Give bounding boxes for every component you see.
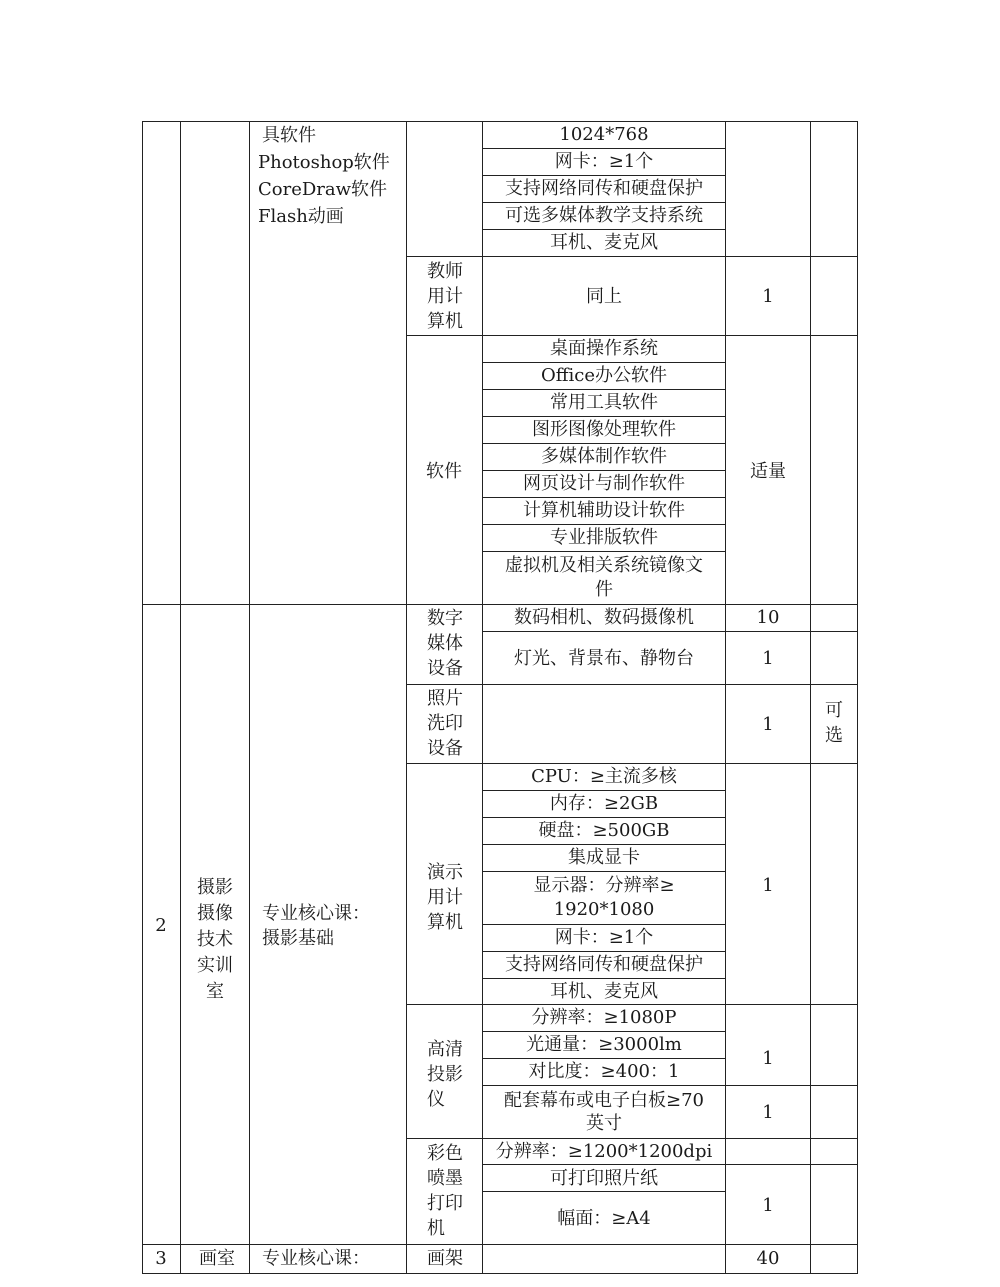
row-line-photo-print [406, 684, 858, 685]
spec-cell: 网卡：≥1个 [554, 151, 654, 172]
col-border-index [180, 121, 181, 1274]
item-name-software: 软件 [426, 461, 462, 482]
item-name-digital-media: 设备 [427, 658, 463, 679]
course-name: 专业核心课： [262, 1248, 370, 1269]
spec-line [482, 978, 726, 979]
spec-cell: 配套幕布或电子白板≥70 [504, 1090, 704, 1111]
spec-line [482, 1191, 726, 1192]
spec-line [482, 229, 726, 230]
row-line-qty-sep [725, 1164, 858, 1165]
spec-line [482, 470, 726, 471]
spec-cell: 常用工具软件 [550, 392, 658, 413]
qty-cell: 10 [756, 607, 780, 628]
row-line-printer [406, 1138, 858, 1139]
item-name-printer: 机 [427, 1218, 445, 1239]
row-line-demo-pc [406, 763, 858, 764]
qty-cell: 1 [762, 286, 774, 307]
spec-cell: 集成显卡 [568, 847, 640, 868]
spec-cell: 多媒体制作软件 [541, 446, 667, 467]
spec-line [482, 362, 726, 363]
item-name-demo-pc: 算机 [427, 912, 463, 933]
spec-cell: 对比度：≥400：1 [528, 1061, 680, 1082]
qty-cell: 1 [762, 1195, 774, 1216]
row-index: 2 [155, 915, 167, 936]
item-name-projector: 投影 [427, 1064, 463, 1085]
row-line-lighting [482, 631, 858, 632]
spec-line [482, 1031, 726, 1032]
item-name-teacher-pc: 用计 [427, 286, 463, 307]
spec-cell: 图形图像处理软件 [532, 419, 676, 440]
note-cell: 可 [825, 700, 843, 721]
spec-cell: 1024*768 [559, 124, 649, 145]
item-name-demo-pc: 用计 [427, 887, 463, 908]
note-cell: 选 [825, 725, 843, 746]
spec-cell: 网页设计与制作软件 [523, 473, 685, 494]
spec-line [482, 389, 726, 390]
spec-cell: 分辨率：≥1200*1200dpi [495, 1141, 713, 1162]
spec-line [482, 416, 726, 417]
row-index: 3 [155, 1248, 167, 1269]
spec-cell: 耳机、麦克风 [550, 981, 658, 1002]
spec-cell: 1920*1080 [553, 899, 655, 920]
col-border-right [857, 121, 858, 1274]
spec-line [482, 202, 726, 203]
spec-line [482, 871, 726, 872]
item-name-digital-media: 数字 [427, 608, 463, 629]
item-name-printer: 彩色 [427, 1143, 463, 1164]
spec-line [482, 524, 726, 525]
qty-cell: 1 [762, 714, 774, 735]
spec-line [482, 443, 726, 444]
room-name: 摄像 [197, 903, 233, 924]
item-name-demo-pc: 演示 [427, 862, 463, 883]
row-line-projector [406, 1004, 858, 1005]
spec-cell: 件 [595, 579, 613, 600]
room-name: 室 [206, 981, 224, 1002]
spec-line [482, 924, 726, 925]
spec-line [482, 497, 726, 498]
spec-cell: 可打印照片纸 [550, 1168, 658, 1189]
spec-cell: 幅面：≥A4 [557, 1208, 651, 1229]
col-border-course [406, 121, 407, 1274]
spec-line [482, 951, 726, 952]
spec-cell: 硬盘：≥500GB [538, 820, 670, 841]
spec-cell: 数码相机、数码摄像机 [514, 607, 694, 628]
row-line-software [406, 335, 858, 336]
spec-cell: 英寸 [586, 1113, 622, 1134]
spec-cell: 灯光、背景布、静物台 [514, 648, 694, 669]
spec-cell: 桌面操作系统 [550, 338, 658, 359]
item-name-teacher-pc: 算机 [427, 311, 463, 332]
spec-line [482, 1164, 726, 1165]
spec-cell: CPU：≥主流多核 [531, 766, 677, 787]
spec-cell: 支持网络同传和硬盘保护 [505, 178, 703, 199]
spec-line [482, 175, 726, 176]
item-name-printer: 喷墨 [427, 1168, 463, 1189]
spec-line [482, 1058, 726, 1059]
spec-cell: 耳机、麦克风 [550, 232, 658, 253]
qty-cell: 1 [762, 1102, 774, 1123]
row-line-section2 [142, 604, 858, 605]
row-line-bottom [142, 1273, 858, 1274]
spec-cell: 网卡：≥1个 [554, 927, 654, 948]
qty-cell: 1 [762, 1048, 774, 1069]
spec-line [482, 148, 726, 149]
room-name: 技术 [197, 929, 233, 950]
spec-line [482, 817, 726, 818]
item-name-teacher-pc: 教师 [427, 261, 463, 282]
room-name: 摄影 [197, 877, 233, 898]
item-name-photo-print: 设备 [427, 738, 463, 759]
spec-cell: 分辨率：≥1080P [531, 1007, 677, 1028]
item-name-projector: 仪 [427, 1089, 445, 1110]
item-name-printer: 打印 [427, 1193, 463, 1214]
spec-line [482, 551, 726, 552]
software-list-line: CoreDraw软件 [258, 179, 388, 200]
spec-cell: 虚拟机及相关系统镜像文 [505, 555, 703, 576]
spec-cell: 可选多媒体教学支持系统 [505, 205, 703, 226]
spec-line [482, 844, 726, 845]
spec-cell: 同上 [586, 286, 622, 307]
qty-cell: 40 [756, 1248, 780, 1269]
course-name: 摄影基础 [262, 928, 334, 949]
row-line-top [142, 121, 858, 122]
spec-cell: Office办公软件 [540, 365, 668, 386]
row-line-screen [482, 1085, 858, 1086]
spec-cell: 专业排版软件 [550, 527, 658, 548]
software-list-line: Flash动画 [258, 206, 344, 227]
qty-cell: 适量 [750, 461, 786, 482]
room-name: 画室 [199, 1248, 235, 1269]
spec-cell: 光通量：≥3000lm [526, 1034, 682, 1055]
spec-line [482, 790, 726, 791]
spec-cell: 显示器：分辨率≥ [533, 875, 675, 896]
item-name-photo-print: 照片 [427, 688, 463, 709]
spec-cell: 支持网络同传和硬盘保护 [505, 954, 703, 975]
item-name-easel: 画架 [427, 1248, 463, 1269]
room-name: 实训 [197, 955, 233, 976]
col-border-room [249, 121, 250, 1274]
qty-cell: 1 [762, 648, 774, 669]
software-list-line: Photoshop软件 [258, 152, 390, 173]
col-border-left [142, 121, 143, 1274]
spec-cell: 计算机辅助设计软件 [523, 500, 685, 521]
item-name-projector: 高清 [427, 1039, 463, 1060]
item-name-digital-media: 媒体 [427, 633, 463, 654]
course-name: 专业核心课： [262, 903, 370, 924]
item-name-photo-print: 洗印 [427, 713, 463, 734]
spec-cell: 内存：≥2GB [549, 793, 659, 814]
row-line-teacher-pc [406, 256, 858, 257]
qty-cell: 1 [762, 875, 774, 896]
row-line-section3 [142, 1244, 858, 1245]
software-list-line: 具软件 [262, 125, 316, 146]
